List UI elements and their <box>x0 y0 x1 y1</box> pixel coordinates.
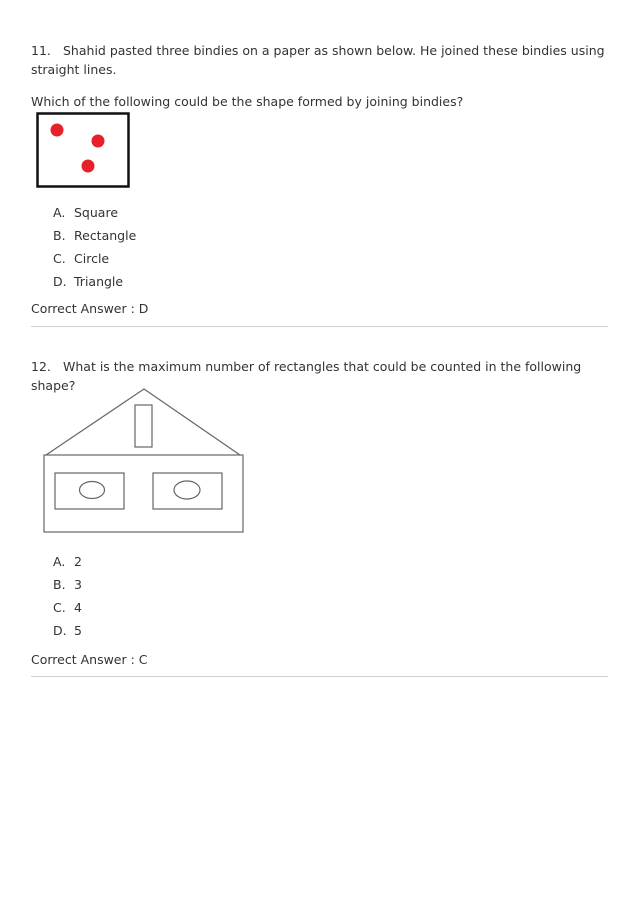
house-body <box>44 455 243 532</box>
bindi-3 <box>82 160 95 173</box>
question-11-statement: Shahid pasted three bindies on a paper as shown below. He joined these bindies using straight lines. <box>31 43 605 77</box>
house-roof <box>46 389 240 455</box>
bindies-figure <box>36 112 132 190</box>
option-d[interactable]: D. 5 <box>53 623 82 638</box>
option-c[interactable]: C. 4 <box>53 600 82 615</box>
question-11-answer: Correct Answer : D <box>31 301 149 316</box>
left-window <box>55 473 124 509</box>
option-b[interactable]: B. Rectangle <box>53 228 137 243</box>
bindi-2 <box>92 135 105 148</box>
option-a[interactable]: A. 2 <box>53 554 82 569</box>
left-window-oval <box>80 482 105 499</box>
option-c[interactable]: C. Circle <box>53 251 110 266</box>
bindi-1 <box>51 124 64 137</box>
option-d[interactable]: D. Triangle <box>53 274 124 289</box>
paper-border <box>38 114 129 187</box>
question-12-statement: What is the maximum number of rectangles that could be counted in the following shape? <box>31 359 582 393</box>
question-12-answer: Correct Answer : C <box>31 652 148 667</box>
question-11-prompt: Which of the following could be the shape formed by joining bindies? <box>31 94 464 109</box>
option-a[interactable]: A. Square <box>53 205 119 220</box>
divider <box>31 676 608 677</box>
question-11-number: 11. <box>31 43 51 58</box>
question-11-options <box>53 201 136 293</box>
chimney-rect <box>135 405 152 447</box>
question-12-number: 12. <box>31 359 51 374</box>
divider <box>31 326 608 327</box>
house-figure <box>40 384 250 536</box>
right-window <box>153 473 222 509</box>
option-b[interactable]: B. 3 <box>53 577 82 592</box>
right-window-oval <box>174 481 200 499</box>
question-12-options <box>53 550 82 642</box>
question-11-text <box>31 41 606 79</box>
